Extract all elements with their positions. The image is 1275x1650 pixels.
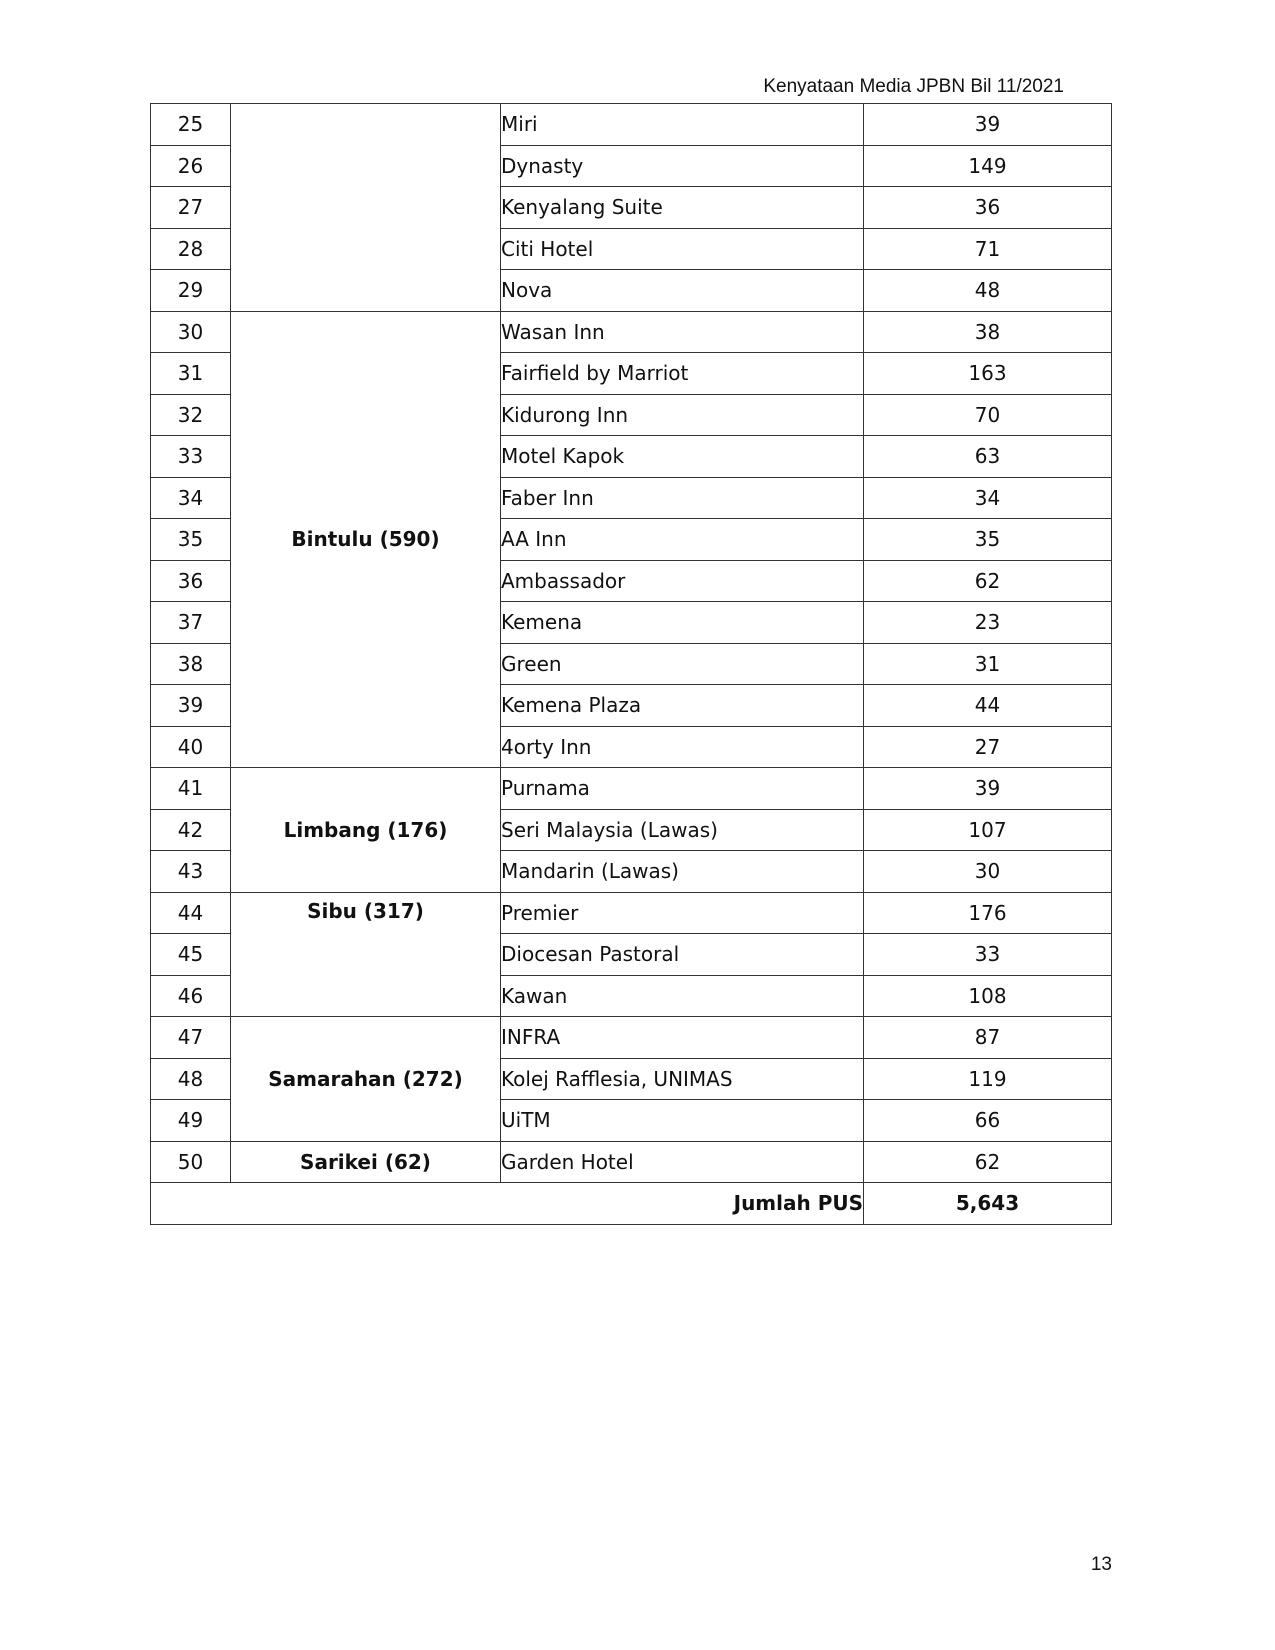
centre-name: Kemena Plaza [501,685,864,727]
centre-name: Nova [501,270,864,312]
row-number: 25 [151,104,231,146]
centre-name: Faber Inn [501,477,864,519]
centre-count: 87 [864,1017,1112,1059]
row-number: 37 [151,602,231,644]
row-number: 43 [151,851,231,893]
centre-count: 62 [864,1141,1112,1183]
row-number: 35 [151,519,231,561]
row-number: 49 [151,1100,231,1142]
quarantine-centre-table [150,103,1112,1225]
division-sarikei: Sarikei (62) [231,1141,501,1183]
centre-count: 44 [864,685,1112,727]
table-row [151,768,1112,810]
centre-count: 119 [864,1058,1112,1100]
centre-name: Wasan Inn [501,311,864,353]
table-row [151,311,1112,353]
centre-count: 70 [864,394,1112,436]
centre-count: 149 [864,145,1112,187]
row-number: 48 [151,1058,231,1100]
centre-name: Green [501,643,864,685]
row-number: 42 [151,809,231,851]
page-number: 13 [1090,1554,1112,1575]
document-reference: Kenyataan Media JPBN Bil 11/2021 [763,76,1064,97]
total-row [151,1183,1112,1225]
centre-count: 30 [864,851,1112,893]
centre-count: 36 [864,187,1112,229]
centre-count: 108 [864,975,1112,1017]
division-sibu: Sibu (317) [231,892,501,1017]
centre-name: Fairfield by Marriot [501,353,864,395]
centre-name: Ambassador [501,560,864,602]
table-row [151,104,1112,146]
centre-count: 62 [864,560,1112,602]
centre-count: 39 [864,104,1112,146]
row-number: 36 [151,560,231,602]
centre-count: 27 [864,726,1112,768]
centre-count: 39 [864,768,1112,810]
row-number: 30 [151,311,231,353]
division-limbang: Limbang (176) [231,768,501,893]
centre-count: 33 [864,934,1112,976]
centre-name: UiTM [501,1100,864,1142]
row-number: 29 [151,270,231,312]
centre-name: Miri [501,104,864,146]
centre-count: 107 [864,809,1112,851]
division-samarahan: Samarahan (272) [231,1017,501,1142]
centre-name: Garden Hotel [501,1141,864,1183]
centre-name: Premier [501,892,864,934]
row-number: 38 [151,643,231,685]
centre-name: Kawan [501,975,864,1017]
row-number: 28 [151,228,231,270]
total-label: Jumlah PUS [151,1183,864,1225]
row-number: 27 [151,187,231,229]
centre-name: Purnama [501,768,864,810]
row-number: 47 [151,1017,231,1059]
centre-count: 31 [864,643,1112,685]
centre-count: 66 [864,1100,1112,1142]
row-number: 45 [151,934,231,976]
centre-count: 63 [864,436,1112,478]
centre-count: 176 [864,892,1112,934]
row-number: 26 [151,145,231,187]
centre-count: 34 [864,477,1112,519]
centre-name: Kolej Rafflesia, UNIMAS [501,1058,864,1100]
centre-name: Dynasty [501,145,864,187]
row-number: 34 [151,477,231,519]
centre-name: Kidurong Inn [501,394,864,436]
row-number: 32 [151,394,231,436]
row-number: 50 [151,1141,231,1183]
table-row [151,892,1112,934]
row-number: 46 [151,975,231,1017]
row-number: 33 [151,436,231,478]
centre-count: 163 [864,353,1112,395]
centre-name: Kenyalang Suite [501,187,864,229]
centre-count: 71 [864,228,1112,270]
division-cell [231,104,501,312]
centre-name: Kemena [501,602,864,644]
centre-name: Mandarin (Lawas) [501,851,864,893]
division-bintulu: Bintulu (590) [231,311,501,768]
row-number: 44 [151,892,231,934]
row-number: 39 [151,685,231,727]
centre-name: Seri Malaysia (Lawas) [501,809,864,851]
centre-name: INFRA [501,1017,864,1059]
centre-name: 4orty Inn [501,726,864,768]
table-row [151,1017,1112,1059]
centre-name: Motel Kapok [501,436,864,478]
table-row [151,1141,1112,1183]
centre-count: 35 [864,519,1112,561]
total-value: 5,643 [864,1183,1112,1225]
row-number: 31 [151,353,231,395]
centre-count: 48 [864,270,1112,312]
centre-name: Diocesan Pastoral [501,934,864,976]
row-number: 40 [151,726,231,768]
centre-name: AA Inn [501,519,864,561]
centre-count: 38 [864,311,1112,353]
row-number: 41 [151,768,231,810]
centre-count: 23 [864,602,1112,644]
centre-name: Citi Hotel [501,228,864,270]
